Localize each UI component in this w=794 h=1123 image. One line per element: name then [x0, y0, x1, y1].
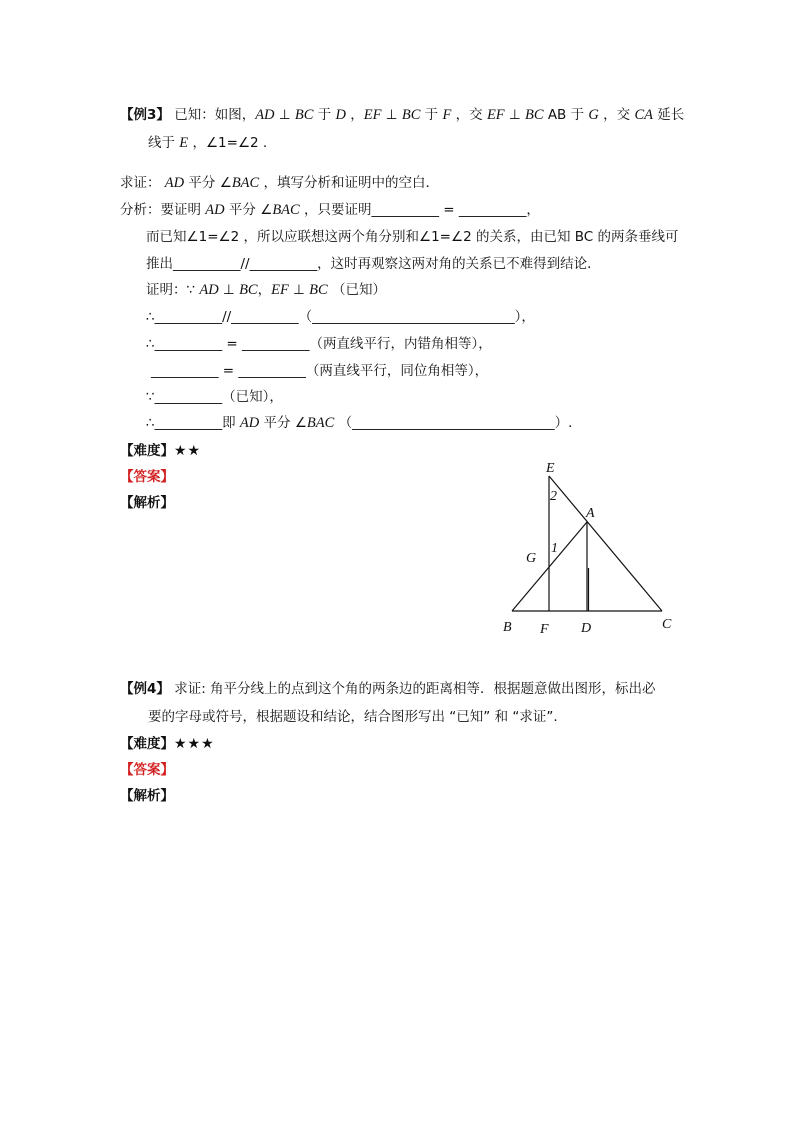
example-3-proof-1: ∴__________//__________（______________________________）， — [146, 309, 535, 325]
segment-ec — [549, 476, 662, 611]
label-d: D — [581, 621, 592, 636]
example-4-answer: 【答案】 — [120, 762, 174, 778]
example-3-analysis-2: 而已知∠1=∠2 ，所以应联想这两个角分别和∠1=∠2 的关系，由已知 BC 的两条垂线可 — [146, 229, 679, 245]
example-4-difficulty: 【难度】★★★ — [120, 736, 215, 752]
label-f: F — [540, 622, 549, 637]
label-angle-1: 1 — [551, 541, 558, 556]
example-3-proof-3: __________ = __________（两直线平行，同位角相等）， — [151, 363, 489, 379]
segment-ba — [512, 522, 587, 611]
example-3-line-2: 线于 E ，∠1=∠2 . — [148, 135, 268, 151]
example-3-explain: 【解析】 — [120, 495, 174, 511]
example-3-difficulty: 【难度】★★ — [120, 443, 202, 459]
example-3-line-1: 【例3】 已知：如图，AD ⊥ BC 于 D ，EF ⊥ BC 于 F ，交 EF ⊥ BC AB 于 G ，交 CA 延长 — [120, 107, 685, 123]
example-4-explain: 【解析】 — [120, 788, 174, 804]
label-b: B — [503, 620, 512, 635]
label-a: A — [586, 506, 595, 521]
label-g: G — [526, 551, 537, 566]
example-3-analysis-1: 分析：要证明 AD 平分 ∠BAC ，只要证明__________ = __________， — [120, 202, 540, 218]
example-3-proof-4: ∵__________（已知）， — [146, 389, 283, 405]
label-angle-2: 2 — [550, 489, 557, 504]
example-3-proof-0: 证明：∵ AD ⊥ BC，EF ⊥ BC （已知） — [146, 282, 386, 298]
example-3-answer: 【答案】 — [120, 469, 174, 485]
example-3-prove: 求证： AD 平分 ∠BAC ，填写分析和证明中的空白． — [120, 175, 440, 191]
label-e: E — [546, 461, 555, 476]
example-3-proof-2: ∴__________ = __________（两直线平行，内错角相等）， — [146, 336, 492, 352]
example-4-line-2: 要的字母或符号，根据题设和结论，结合图形写出 “已知” 和 “求证”. — [148, 709, 558, 725]
example-4-line-1: 【例4】 求证: 角平分线上的点到这个角的两条边的距离相等．根据题意做出图形，标出必 — [120, 681, 656, 697]
example-3-proof-5: ∴__________即 AD 平分 ∠BAC （______________________________）. — [146, 415, 573, 431]
label-c: C — [662, 617, 672, 632]
example-3-analysis-3: 推出__________//__________，这时再观察这两对角的关系已不难得到结论． — [146, 256, 601, 272]
